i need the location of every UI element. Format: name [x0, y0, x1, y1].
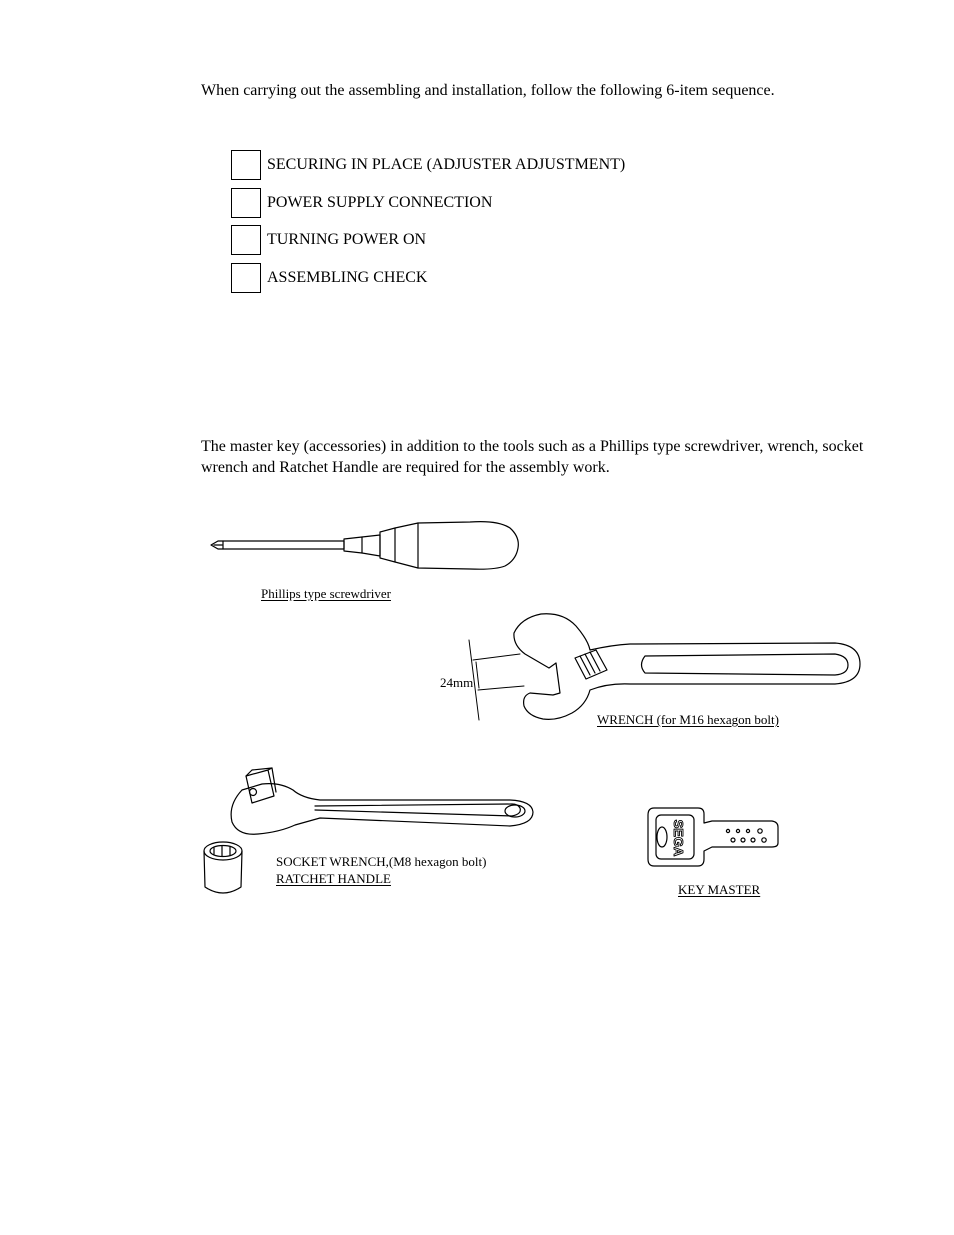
- wrench-caption: WRENCH (for M16 hexagon bolt): [597, 712, 779, 727]
- socket-icon: [204, 842, 242, 893]
- ratchet-handle-icon: [231, 768, 533, 834]
- wrench-icon: [469, 614, 860, 720]
- wrench-dimension-label: 24mm: [440, 675, 474, 690]
- sequence-item-label: SECURING IN PLACE (ADJUSTER ADJUSTMENT): [267, 156, 626, 173]
- sequence-item-label: TURNING POWER ON: [267, 231, 427, 248]
- intro-text: When carrying out the assembling and installation, follow the following 6-item sequence.: [201, 82, 775, 99]
- sequence-item-label: POWER SUPPLY CONNECTION: [267, 193, 493, 211]
- screwdriver-caption: Phillips type screwdriver: [261, 586, 391, 601]
- sequence-item-label: ASSEMBLING CHECK: [267, 268, 428, 286]
- key-logo: SEGA: [671, 819, 686, 857]
- tools-description: The master key (accessories) in addition to the tools such as a Phillips type screwdriver, wrench, socket wrench and Ratchet Handle are required for the assembly work.: [201, 438, 864, 476]
- socket-caption: SOCKET WRENCH,(M8 hexagon bolt): [276, 854, 487, 869]
- screwdriver-icon: [211, 522, 518, 570]
- ratchet-caption: RATCHET HANDLE: [276, 871, 391, 886]
- key-icon: [648, 808, 778, 866]
- key-caption: KEY MASTER: [678, 882, 761, 897]
